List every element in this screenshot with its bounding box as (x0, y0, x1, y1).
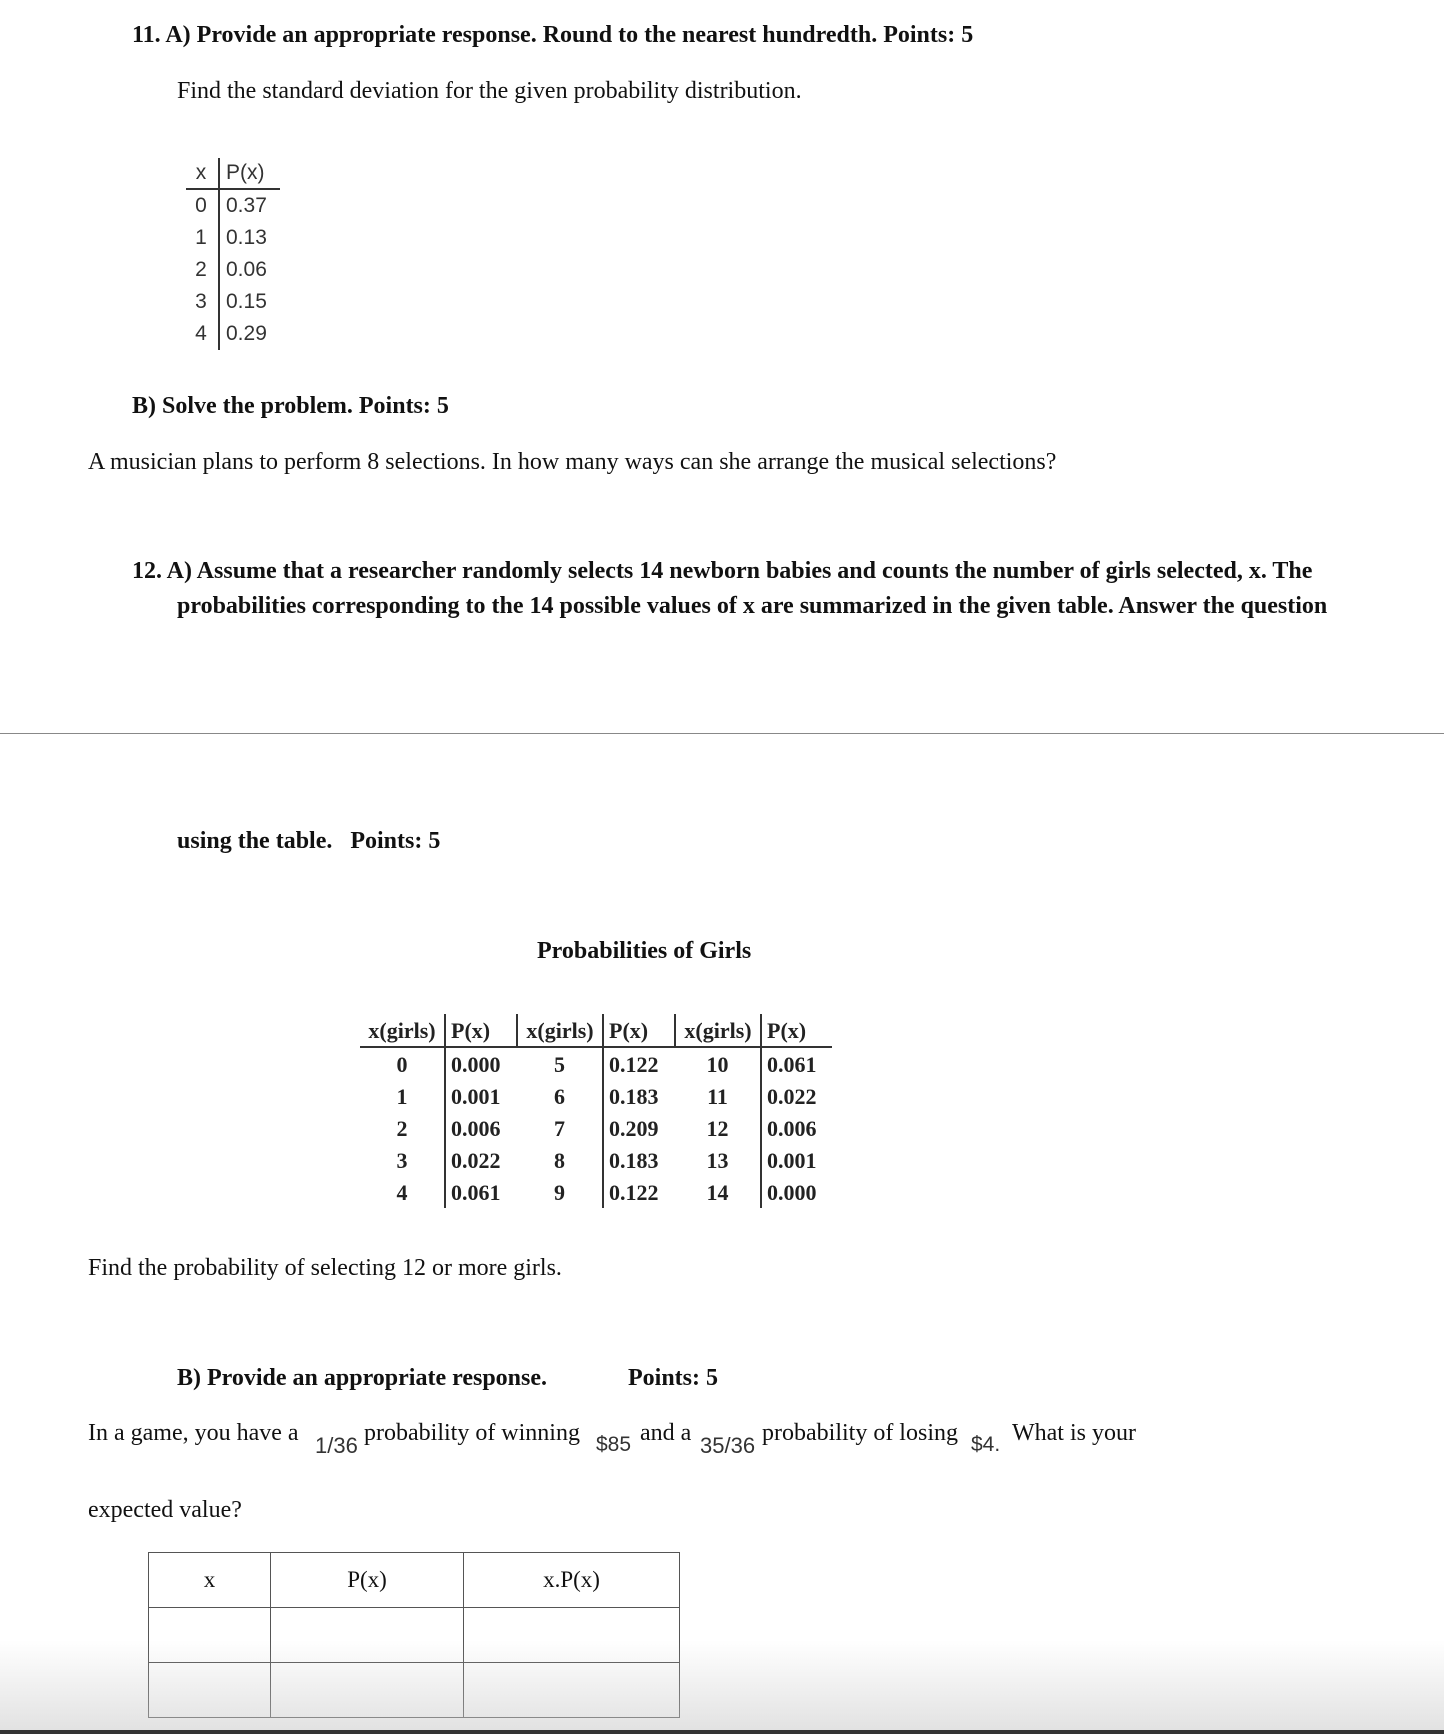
q11-x-value: 3 (195, 290, 207, 313)
q11-part-b-prompt: A musician plans to perform 8 selections. In how many ways can she arrange the musical selections? (88, 449, 1057, 475)
page-bottom-shadow (0, 1640, 1444, 1734)
q12-x-value: 4 (396, 1179, 408, 1205)
game-fraction-lose: 35/36 (700, 1433, 756, 1458)
q12-part-b-heading: B) Provide an appropriate response. (177, 1365, 548, 1391)
q12-p-value: 0.061 (445, 1176, 517, 1208)
q12-x-value: 5 (554, 1051, 565, 1077)
ev-header-x: x (149, 1553, 271, 1608)
q12-x-value: 3 (396, 1147, 408, 1173)
q12-header-xgirls: x(girls) (675, 1014, 761, 1047)
game-text-2: probability of winning (364, 1420, 580, 1446)
q12-x-value: 8 (554, 1147, 565, 1173)
q12-girls-table (360, 1014, 832, 1208)
q12-x-value: 7 (554, 1115, 565, 1141)
table-row (360, 1144, 832, 1176)
game-fraction-win: 1/36 (315, 1433, 358, 1458)
q12-header-px: P(x) (603, 1014, 675, 1047)
table-row (360, 1047, 832, 1080)
game-text-4: probability of losing (762, 1420, 958, 1446)
q11-p-value: 0.29 (219, 318, 280, 350)
page-bottom-edge (0, 1730, 1444, 1734)
q12-header-xgirls: x(girls) (517, 1014, 603, 1047)
page-divider (0, 733, 1444, 734)
game-text-1: In a game, you have a (88, 1420, 299, 1446)
q11-header-px: P(x) (219, 158, 280, 189)
q11-distribution-table (186, 158, 280, 350)
q12-part-b-points: Points: 5 (628, 1365, 718, 1391)
q12-x-value: 12 (706, 1115, 729, 1141)
q12-x-value: 6 (554, 1083, 565, 1109)
table-row (186, 254, 280, 286)
game-win-amount: $85 (596, 1433, 632, 1456)
q12-part-a-prompt: Find the probability of selecting 12 or more girls. (88, 1255, 562, 1281)
q12-part-a-line3: using the table. Points: 5 (177, 828, 441, 854)
q11-part-a-heading: 11. A) Provide an appropriate response. Round to the nearest hundredth. Points: 5 (132, 22, 974, 48)
table-row (186, 318, 280, 350)
q12-p-value: 0.061 (761, 1047, 832, 1080)
q12-part-a-line2: probabilities corresponding to the 14 possible values of x are summarized in the given table. Answer the question (177, 593, 1328, 619)
q12-p-value: 0.001 (445, 1080, 517, 1112)
q12-x-value: 13 (706, 1147, 729, 1173)
q12-p-value: 0.122 (603, 1047, 675, 1080)
q12-p-value: 0.022 (445, 1144, 517, 1176)
q11-part-a-prompt: Find the standard deviation for the given probability distribution. (177, 78, 802, 104)
game-text-3: and a (640, 1420, 692, 1446)
q12-p-value: 0.006 (445, 1112, 517, 1144)
q11-p-value: 0.15 (219, 286, 280, 318)
q12-p-value: 0.000 (445, 1047, 517, 1080)
q12-p-value: 0.209 (603, 1112, 675, 1144)
q12-p-value: 0.001 (761, 1144, 832, 1176)
q11-part-b-heading: B) Solve the problem. Points: 5 (132, 393, 449, 419)
q12-x-value: 9 (554, 1179, 565, 1205)
q12-x-value: 2 (396, 1115, 408, 1141)
q11-x-value: 0 (195, 194, 207, 217)
q12-x-value: 10 (706, 1051, 729, 1077)
q12-p-value: 0.122 (603, 1176, 675, 1208)
q12-header-px: P(x) (761, 1014, 832, 1047)
ev-header-px: P(x) (271, 1553, 464, 1608)
q11-p-value: 0.06 (219, 254, 280, 286)
q11-p-value: 0.13 (219, 222, 280, 254)
table-row (149, 1553, 680, 1608)
q12-header-px: P(x) (445, 1014, 517, 1047)
q12-p-value: 0.022 (761, 1080, 832, 1112)
ev-header-xpx: x.P(x) (464, 1553, 680, 1608)
q11-p-value: 0.37 (219, 189, 280, 222)
q12-p-value: 0.183 (603, 1144, 675, 1176)
q12-x-value: 0 (396, 1051, 408, 1077)
table-row (360, 1176, 832, 1208)
q12-x-value: 14 (706, 1179, 729, 1205)
q12-table-title: Probabilities of Girls (537, 938, 752, 964)
q11-x-value: 4 (195, 322, 207, 345)
table-row (360, 1112, 832, 1144)
q12-part-a-line1: 12. A) Assume that a researcher randomly selects 14 newborn babies and counts the number of girls selected, x. The (132, 558, 1313, 584)
game-text-6: expected value? (88, 1497, 242, 1523)
table-row (186, 222, 280, 254)
q11-x-value: 2 (195, 258, 207, 281)
q12-header-xgirls: x(girls) (360, 1014, 445, 1047)
q12-x-value: 11 (707, 1083, 728, 1109)
table-row (360, 1080, 832, 1112)
q11-x-value: 1 (195, 226, 207, 249)
game-lose-amount: $4. (971, 1433, 1001, 1456)
q12-p-value: 0.183 (603, 1080, 675, 1112)
q11-header-x: x (186, 158, 219, 189)
q12-p-value: 0.000 (761, 1176, 832, 1208)
table-row (186, 189, 280, 222)
game-text-5: What is your (1012, 1420, 1136, 1446)
table-row (186, 286, 280, 318)
q12-x-value: 1 (396, 1083, 408, 1109)
q12-p-value: 0.006 (761, 1112, 832, 1144)
